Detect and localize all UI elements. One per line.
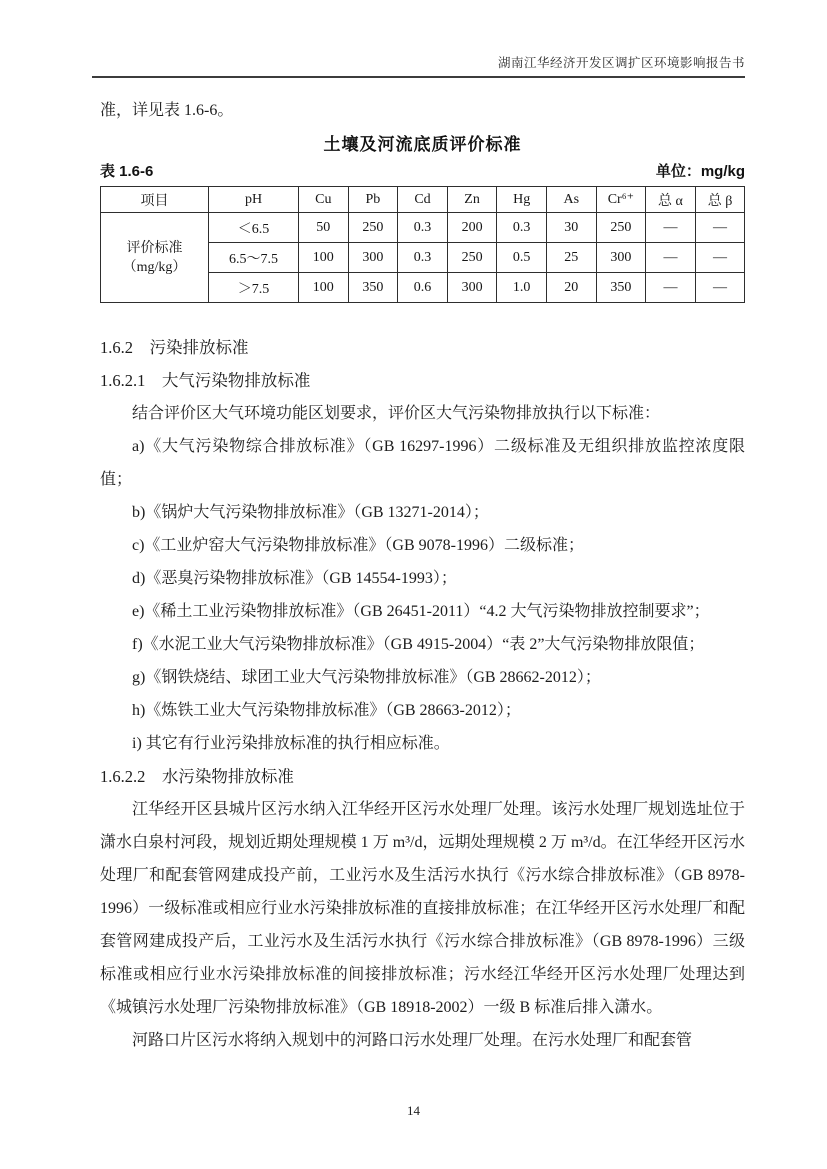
column-header: 项目 (101, 187, 209, 213)
page-number: 14 (407, 1103, 420, 1118)
running-header: 湖南江华经济开发区调扩区环境影响报告书 (497, 56, 745, 70)
table-cell: 300 (348, 243, 398, 273)
column-header: Cd (398, 187, 448, 213)
table-cell: 250 (447, 243, 497, 273)
table-cell: 0.5 (497, 243, 547, 273)
list-item-b: b)《锅炉大气污染物排放标准》（GB 13271-2014）； (132, 504, 489, 521)
table-title: 土壤及河流底质评价标准 (323, 135, 522, 154)
column-header: Hg (497, 187, 547, 213)
table-caption-row (100, 162, 745, 182)
table-cell: 300 (596, 243, 646, 273)
table-cell: 0.6 (398, 273, 448, 303)
table-cell: 0.3 (398, 243, 448, 273)
table-cell: 250 (596, 213, 646, 243)
table-cell: 100 (299, 243, 349, 273)
intro-text: 准，详见表 1.6-6。 (100, 102, 234, 119)
table-cell: 0.3 (398, 213, 448, 243)
list-item-e: e)《稀土工业污染物排放标准》（GB 26451-2011）“4.2 大气污染物排放控制要求”； (132, 603, 710, 620)
table-cell: — (695, 273, 745, 303)
table-row (101, 213, 745, 243)
table-cell: 0.3 (497, 213, 547, 243)
list-item-a: a)《大气污染物综合排放标准》（GB 16297-1996）二级标准及无组织排放监控浓度限值； (100, 438, 745, 488)
section-heading-1-6-2-2: 1.6.2.2 水污染物排放标准 (100, 767, 294, 786)
table-unit: 单位：mg/kg (655, 163, 745, 180)
table-cell: — (646, 273, 696, 303)
column-header: pH (209, 187, 299, 213)
table-cell: 1.0 (497, 273, 547, 303)
list-item-d: d)《恶臭污染物排放标准》（GB 14554-1993）； (132, 570, 457, 587)
table-cell: — (646, 243, 696, 273)
list-item-c: c)《工业炉窑大气污染物排放标准》（GB 9078-1996）二级标准； (132, 537, 584, 554)
page-content (100, 96, 745, 1057)
table-cell: 350 (596, 273, 646, 303)
table-cell: 250 (348, 213, 398, 243)
column-header: 总 β (695, 187, 745, 213)
section-heading-1-6-2: 1.6.2 污染排放标准 (100, 338, 249, 357)
table-cell: 300 (447, 273, 497, 303)
list-item-f: f)《水泥工业大气污染物排放标准》（GB 4915-2004）“表 2”大气污染物排放限值； (132, 636, 705, 653)
table-cell: 50 (299, 213, 349, 243)
table-cell: 25 (546, 243, 596, 273)
table-header-row (101, 187, 745, 213)
table-cell: 350 (348, 273, 398, 303)
list-item-g: g)《钢铁烧结、球团工业大气污染物排放标准》（GB 28662-2012）； (132, 669, 601, 686)
table-cell: 200 (447, 213, 497, 243)
column-header: Cr⁶⁺ (596, 187, 646, 213)
header-rule (92, 76, 745, 78)
column-header: Cu (299, 187, 349, 213)
table-cell: 30 (546, 213, 596, 243)
table-cell: ＜6.5 (209, 213, 299, 243)
table-cell: ＞7.5 (209, 273, 299, 303)
evaluation-standards-table (100, 186, 745, 303)
table-cell: — (695, 213, 745, 243)
table-cell: — (695, 243, 745, 273)
table-cell: 6.5～7.5 (209, 243, 299, 273)
column-header: Zn (447, 187, 497, 213)
paragraph-water-2: 河路口片区污水将纳入规划中的河路口污水处理厂处理。在污水处理厂和配套管 (132, 1032, 693, 1049)
paragraph-water-1: 江华经开区县城片区污水纳入江华经开区污水处理厂处理。该污水处理厂规划选址位于潇水白泉村河段，规划近期处理规模 1 万 m³/d，远期处理规模 2 万 m³/d。在江华经开区污水处理厂和配套管网建成投产前，工业污水及生活污水执行《污水综合排放标准》（GB 8978-1996）一级标准或相应行业水污染排放标准的直接排放标准；在江华经开区污水处理厂和配套管网建成投产后，工业污水及生活污水执行《污水综合排放标准》（GB 8978-1996）三级标准或相应行业水污染排放标准的间接排放标准；污水经江华经开区污水处理厂处理达到《城镇污水处理厂污染物排放标准》（GB 18918-2002）一级 B 标准后排入潇水。 (100, 801, 745, 1016)
list-item-i: i) 其它有行业污染排放标准的执行相应标准。 (132, 735, 450, 752)
table-cell: — (646, 213, 696, 243)
column-header: Pb (348, 187, 398, 213)
row-header: 评价标准 （mg/kg） (101, 213, 209, 303)
table-cell: 20 (546, 273, 596, 303)
table-label: 表 1.6-6 (100, 163, 154, 180)
paragraph-air-intro: 结合评价区大气环境功能区划要求，评价区大气污染物排放执行以下标准： (132, 405, 661, 422)
list-item-h: h)《炼铁工业大气污染物排放标准》（GB 28663-2012）； (132, 702, 521, 719)
column-header: 总 α (646, 187, 696, 213)
section-heading-1-6-2-1: 1.6.2.1 大气污染物排放标准 (100, 371, 311, 390)
table-cell: 100 (299, 273, 349, 303)
column-header: As (546, 187, 596, 213)
